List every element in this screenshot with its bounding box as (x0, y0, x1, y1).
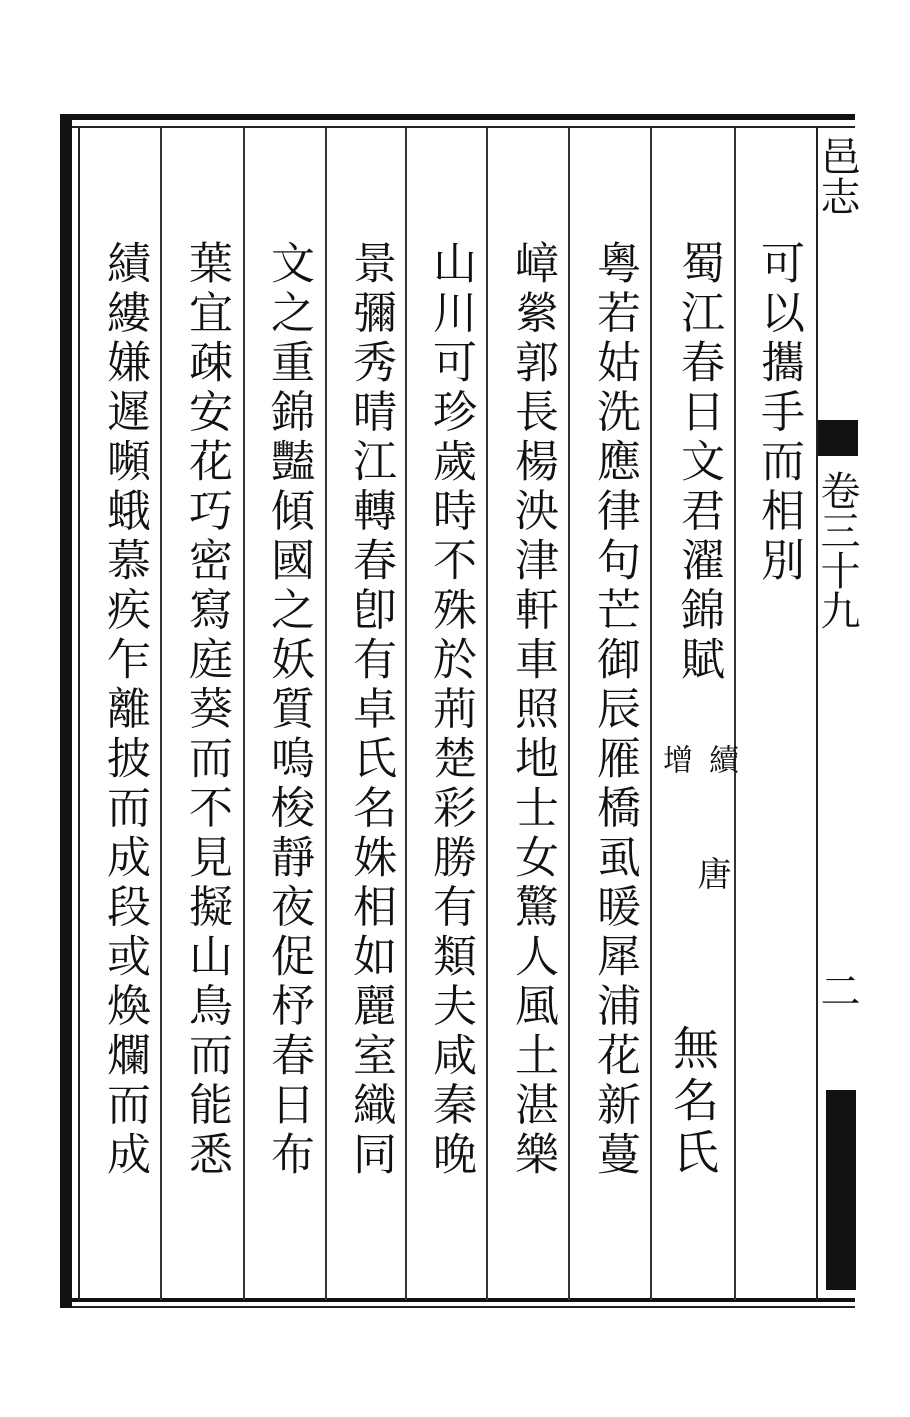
annotation-char: 增 (657, 744, 692, 774)
annotation-char: 續 (703, 744, 738, 774)
column-rule (650, 128, 652, 1300)
text-column: 文之重錦豔傾國之妖質嗚梭靜夜促杼春日布 (263, 240, 314, 1181)
text-column: 景彌秀晴江轉春卽有卓氏名姝相如麗室織同 (345, 240, 396, 1181)
fore-edge-rule (816, 128, 818, 1300)
text-column: 嶂縈郭長楊泱津軒車照地士女驚人風土湛樂 (507, 240, 558, 1181)
fore-edge-volume: 卷三十九 (814, 470, 860, 630)
author-dynasty: 唐 (691, 856, 731, 890)
frame-bottom-inner-border (62, 1306, 855, 1308)
column-rule (568, 128, 570, 1300)
fore-edge-fishtail-mark (818, 420, 858, 456)
poem-title: 蜀江春日文君濯錦賦 (673, 240, 724, 686)
fore-edge-page-number: 二 (814, 970, 860, 1010)
text-column: 山川可珍歲時不殊於荊楚彩勝有類夫咸秦晚 (425, 240, 476, 1181)
text-column: 粵若姑洗應律句芒御辰雁橋虱暖犀浦花新蔓 (589, 240, 640, 1181)
author-name: 無名氏 (666, 1024, 720, 1180)
fore-edge-title: 邑志 (814, 136, 860, 216)
column-rule (325, 128, 327, 1300)
frame-bottom-border (62, 1298, 855, 1302)
column-rule (405, 128, 407, 1300)
column-rule (734, 128, 736, 1300)
frame-top-border (62, 114, 855, 120)
text-column: 績縷嫌遲嚬蛾慕疾乍離披而成段或煥爛而成 (99, 240, 150, 1181)
text-column: 可以攜手而相別 (753, 240, 804, 587)
frame-left-border (60, 114, 72, 1308)
column-rule (243, 128, 245, 1300)
text-column: 葉宜疎安花巧密寫庭葵而不見擬山鳥而能悉 (181, 240, 232, 1181)
frame-top-inner-border (62, 126, 855, 128)
column-rule (160, 128, 162, 1300)
column-rule (486, 128, 488, 1300)
title-annotation (652, 744, 738, 774)
fore-edge-black-mouth (826, 1090, 856, 1290)
frame-left-inner-border (78, 128, 80, 1300)
